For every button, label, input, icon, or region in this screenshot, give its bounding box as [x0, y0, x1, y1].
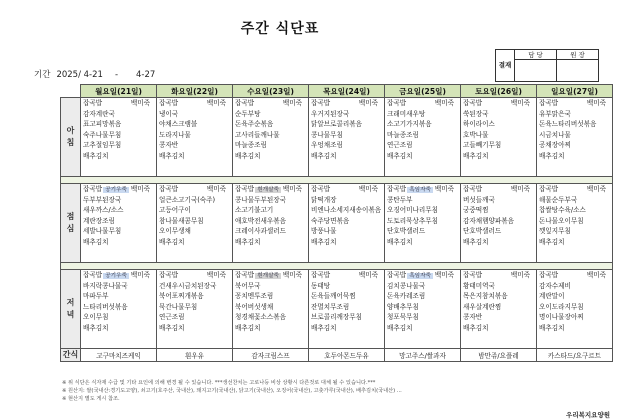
menu-item: 배추김치: [159, 323, 185, 332]
special-porridge-badge: 흑임자죽: [409, 273, 431, 279]
menu-item: 잡곡밥: [235, 185, 255, 193]
menu-item: 백미죽: [206, 99, 226, 107]
menu-item: 쑥된장국: [463, 109, 489, 118]
menu-cell: [461, 98, 537, 177]
menu-item: 배추김치: [463, 151, 489, 160]
menu-item: 김치콩나물국: [387, 281, 426, 290]
menu-item: 배추김치: [387, 151, 413, 160]
menu-first-line: [539, 270, 612, 281]
menu-first-line: [235, 98, 308, 109]
menu-item: 백미죽: [434, 99, 454, 107]
menu-item: 감자계란국: [83, 109, 115, 118]
menu-item: 북어포찌개볶음: [159, 292, 204, 301]
menu-item: 북어버섯생채: [235, 302, 274, 311]
menu-first-right: [587, 184, 612, 195]
separator: [61, 177, 613, 184]
approval-manager-sign[interactable]: [515, 60, 557, 82]
menu-item: 순두부탕: [235, 109, 261, 118]
menu-item: 꽁치멘투조림: [235, 292, 274, 301]
menu-cell: [81, 98, 157, 177]
menu-first-line: [463, 270, 536, 281]
menu-item: 배추김치: [159, 237, 185, 246]
menu-item: 잡곡밥: [83, 99, 103, 107]
menu-item: 콩나물두부된장국: [235, 195, 286, 204]
menu-item: 백미죽: [130, 271, 150, 279]
menu-item: 단호박샐러드: [387, 227, 426, 236]
menu-item: 배추김치: [83, 323, 109, 332]
menu-item: 잡곡밥: [235, 271, 255, 279]
menu-item: 청포묵무침: [387, 313, 419, 322]
menu-first-line: [83, 270, 156, 281]
menu-item: 동태탕: [311, 281, 331, 290]
menu-cell: [81, 184, 157, 263]
day-header: 토요일(26일): [461, 85, 537, 98]
menu-item: 잡곡밥: [539, 185, 559, 193]
menu-first-line: [311, 270, 384, 281]
menu-item: 호박나물: [463, 130, 489, 139]
menu-first-right: [207, 184, 232, 195]
menu-item: 백미죽: [206, 185, 226, 193]
menu-item: 두부부된장국: [83, 195, 122, 204]
approval-director-sign[interactable]: [557, 60, 599, 82]
menu-item: 숙주당면볶음: [311, 216, 350, 225]
menu-item: 잡곡밥: [159, 99, 179, 107]
menu-item: 방풍나물: [311, 227, 337, 236]
menu-item: 잡곡밥: [463, 99, 483, 107]
day-header: 수요일(23일): [233, 85, 309, 98]
menu-item: 배추김치: [311, 323, 337, 332]
menu-item: 잡곡밥: [311, 185, 331, 193]
menu-first-right: [255, 270, 308, 281]
menu-item: 우거지된장국: [311, 109, 350, 118]
menu-cell: [157, 98, 233, 177]
menu-first-line: [539, 184, 612, 195]
menu-item: 궁중떡찜: [463, 206, 489, 215]
menu-item: 공채장아찌: [539, 141, 571, 150]
menu-item: 도토리묵상추무침: [387, 216, 438, 225]
menu-item: 배추김치: [311, 151, 337, 160]
meal-label: 아 침: [66, 126, 75, 147]
menu-cell: [461, 184, 537, 263]
menu-item: 감자채햄양파볶음: [463, 216, 514, 225]
menu-item: 잡곡밥: [311, 271, 331, 279]
menu-item: 계란말이: [539, 292, 565, 301]
menu-item: 백미죽: [282, 185, 302, 193]
menu-cell: [385, 98, 461, 177]
menu-item: 백미죽: [586, 185, 606, 193]
menu-cell: [81, 270, 157, 349]
menu-item: 유부맑은국: [539, 109, 571, 118]
menu-item: 시금치나물: [539, 130, 571, 139]
menu-first-line: [83, 184, 156, 195]
menu-item: 마늘종조림: [387, 130, 419, 139]
menu-item: 새우까스/소스: [83, 206, 124, 215]
menu-item: 하이라이스: [463, 120, 495, 129]
menu-item: 배추김치: [235, 151, 261, 160]
page-title: 주간 식단표: [240, 21, 320, 37]
menu-cell: [157, 184, 233, 263]
menu-item: 고추절임무침: [83, 141, 122, 150]
menu-first-right: [255, 184, 308, 195]
approval-box: [495, 49, 599, 82]
menu-item: 고들빼기무침: [463, 141, 502, 150]
snack-item: 감자크림스프: [233, 349, 309, 362]
breakfast-label: [61, 98, 81, 177]
menu-item: 오이도라지무침: [539, 302, 584, 311]
menu-first-right: [207, 270, 232, 281]
menu-item: 양배추무침: [387, 302, 419, 311]
menu-item: 오이무침: [83, 313, 109, 322]
menu-item: 돈육들깨어묵찜: [311, 292, 356, 301]
menu-item: 북어무국: [235, 281, 261, 290]
note-line: ※ 원산지: 쌀(국내산:경기도고양), 쇠고기(호주산, 국내산), 돼지고기(국내산), 닭고기(국내산), 오징어(국내산), 고춧가루(국내산), 배추김치(국내산) ...: [62, 388, 402, 395]
menu-first-right: [587, 270, 612, 281]
snack-item: 카스타드/요구르트: [537, 349, 613, 362]
menu-item: 황태미역국: [463, 281, 495, 290]
menu-cell: [309, 184, 385, 263]
menu-item: 새우살계란찜: [463, 302, 502, 311]
menu-item: 브로콜리깨장무침: [311, 313, 362, 322]
menu-item: 백미죽: [358, 99, 378, 107]
period-start: 2025/ 4-21: [56, 70, 103, 80]
menu-item: 백미죽: [434, 271, 454, 279]
menu-item: 얼큰소고기국(숙주): [159, 195, 216, 204]
menu-item: 잡곡밥: [83, 185, 103, 193]
approval-director-header: 원 장: [557, 50, 599, 60]
menu-cell: [385, 184, 461, 263]
menu-item: 깻잎지무침: [539, 227, 571, 236]
menu-table: [60, 84, 613, 362]
menu-cell: [233, 184, 309, 263]
menu-item: 고사리들깨나물: [235, 130, 280, 139]
menu-item: 건새우시금치된장국: [159, 281, 217, 290]
snack-item: 밤만쥬/요플레: [461, 349, 537, 362]
menu-first-line: [83, 98, 156, 109]
day-header: 일요일(27일): [537, 85, 613, 98]
menu-cell: [309, 98, 385, 177]
menu-item: 배추김치: [83, 237, 109, 246]
snack-label: 간식: [61, 349, 81, 362]
menu-first-line: [463, 184, 536, 195]
menu-item: 해물순두부국: [539, 195, 578, 204]
menu-item: 잡곡밥: [387, 271, 407, 279]
menu-cell: [309, 270, 385, 349]
menu-item: 배추김치: [311, 237, 337, 246]
special-porridge-badge: 흰개살죽: [257, 273, 279, 279]
menu-first-right: [103, 270, 156, 281]
menu-item: 참나물새콤무침: [159, 216, 204, 225]
menu-item: 백미죽: [206, 271, 226, 279]
menu-item: 배추김치: [539, 323, 565, 332]
menu-item: 돈나물오이무침: [539, 216, 584, 225]
menu-item: 배추김치: [83, 151, 109, 160]
menu-item: 콩나물무침: [311, 130, 343, 139]
menu-item: 소고기가지볶음: [387, 120, 432, 129]
menu-item: 백미죽: [434, 185, 454, 193]
approval-manager-header: 담 당: [515, 50, 557, 60]
menu-first-right: [359, 184, 384, 195]
menu-item: 냉이국: [159, 109, 179, 118]
menu-first-right: [511, 98, 536, 109]
special-porridge-badge: 흑임자죽: [409, 187, 431, 193]
menu-item: 백미죽: [510, 185, 530, 193]
menu-item: 잡곡밥: [463, 271, 483, 279]
menu-item: 바지락콩나물국: [83, 281, 128, 290]
menu-item: 찹쌀탕수육/소스: [539, 206, 586, 215]
menu-first-line: [235, 270, 308, 281]
menu-first-right: [587, 98, 612, 109]
menu-item: 크래미새우탕: [387, 109, 426, 118]
separator: [61, 263, 613, 270]
special-porridge-badge: 흰개살죽: [257, 187, 279, 193]
menu-first-line: [387, 98, 460, 109]
snack-row: [61, 349, 613, 362]
menu-first-right: [131, 98, 156, 109]
menu-cell: [537, 184, 613, 263]
menu-item: 연근조림: [387, 141, 413, 150]
menu-cell: [233, 98, 309, 177]
menu-item: 버섯들깨국: [463, 195, 495, 204]
menu-item: 오징어미나리무침: [387, 206, 438, 215]
menu-first-line: [387, 270, 460, 281]
corner-cell: [61, 85, 81, 98]
menu-item: 백미죽: [282, 271, 302, 279]
menu-item: 청경채꽃소스볶음: [235, 313, 286, 322]
day-header: 금요일(25일): [385, 85, 461, 98]
menu-item: 잔멸치무조림: [311, 302, 350, 311]
menu-first-right: [407, 270, 460, 281]
menu-item: 비엔나소세지새송이볶음: [311, 206, 382, 215]
lunch-row: [61, 184, 613, 263]
period-line: [34, 68, 155, 80]
menu-item: 감자수제비: [539, 281, 571, 290]
menu-first-line: [463, 98, 536, 109]
menu-item: 백미죽: [510, 271, 530, 279]
menu-item: 백미죽: [586, 99, 606, 107]
menu-item: 소고기불고기: [235, 206, 274, 215]
menu-item: 잡곡밥: [539, 99, 559, 107]
menu-item: 단호박샐러드: [463, 227, 502, 236]
menu-first-right: [511, 184, 536, 195]
menu-item: 잡곡밥: [539, 271, 559, 279]
menu-first-right: [511, 270, 536, 281]
day-header-row: [61, 85, 613, 98]
menu-item: 백미죽: [282, 99, 302, 107]
menu-item: 도라지나물: [159, 130, 191, 139]
day-header: 화요일(22일): [157, 85, 233, 98]
menu-item: 배추김치: [387, 323, 413, 332]
menu-item: 콩자반: [159, 141, 179, 150]
menu-item: 세발나물무침: [83, 227, 122, 236]
menu-item: 오이무생채: [159, 227, 191, 236]
lunch-label: [61, 184, 81, 263]
dinner-label: [61, 270, 81, 349]
menu-item: 콩자반: [463, 313, 483, 322]
approval-label: 결재: [496, 50, 515, 82]
menu-item: 돈육주순볶음: [235, 120, 274, 129]
menu-first-right: [359, 98, 384, 109]
menu-item: 마늘종조림: [235, 141, 267, 150]
menu-first-right: [407, 184, 460, 195]
menu-item: 닭알브로콜리볶음: [311, 120, 362, 129]
menu-first-line: [311, 184, 384, 195]
menu-item: 야채스크램블: [159, 120, 198, 129]
snack-item: 고구마치즈케익: [81, 349, 157, 362]
menu-item: 크레이사과샐러드: [235, 227, 286, 236]
menu-item: 배추김치: [463, 237, 489, 246]
menu-item: 잡곡밥: [83, 271, 103, 279]
menu-item: 배추김치: [539, 151, 565, 160]
menu-item: 표고피망볶음: [83, 120, 122, 129]
snack-item: 호두아몬드두유: [309, 349, 385, 362]
menu-first-right: [103, 184, 156, 195]
menu-item: 잡곡밥: [463, 185, 483, 193]
menu-first-line: [311, 98, 384, 109]
separator-row: [61, 263, 613, 270]
menu-first-line: [159, 98, 232, 109]
menu-item: 배추김치: [159, 151, 185, 160]
period-label: 기간: [34, 70, 51, 80]
menu-item: 배추김치: [235, 237, 261, 246]
dinner-row: [61, 270, 613, 349]
menu-first-line: [387, 184, 460, 195]
day-header: 목요일(24일): [309, 85, 385, 98]
menu-first-line: [159, 184, 232, 195]
special-porridge-badge: 공기우죽: [105, 187, 127, 193]
menu-item: 우엉채조림: [311, 141, 343, 150]
menu-first-right: [359, 270, 384, 281]
note-line: ※ 현산지 별도 게시 참조.: [62, 396, 120, 403]
menu-cell: [537, 270, 613, 349]
period-end: 4-27: [136, 70, 156, 80]
snack-item: 망고주스/쌀과자: [385, 349, 461, 362]
notes: [62, 379, 402, 404]
menu-item: 백미죽: [130, 185, 150, 193]
meal-label: 저 녁: [66, 298, 75, 319]
menu-item: 잡곡밥: [235, 99, 255, 107]
menu-item: 애호박전새우볶음: [235, 216, 286, 225]
menu-item: 연근조림: [159, 313, 185, 322]
menu-item: 백미죽: [358, 185, 378, 193]
period-dash: -: [114, 70, 119, 80]
menu-first-line: [159, 270, 232, 281]
menu-first-right: [283, 98, 308, 109]
menu-first-right: [435, 98, 460, 109]
menu-item: 잡곡밥: [387, 185, 407, 193]
menu-item: 배추김치: [463, 323, 489, 332]
menu-item: 배추김치: [235, 323, 261, 332]
menu-item: 배추김치: [387, 237, 413, 246]
menu-first-right: [207, 98, 232, 109]
menu-item: 마파두부: [83, 292, 109, 301]
day-header: 월요일(21일): [81, 85, 157, 98]
menu-cell: [461, 270, 537, 349]
menu-cell: [385, 270, 461, 349]
menu-item: 명이나물장아찌: [539, 313, 584, 322]
menu-item: 잡곡밥: [311, 99, 331, 107]
menu-item: 돈육카레조림: [387, 292, 426, 301]
menu-item: 배추김치: [539, 237, 565, 246]
special-porridge-badge: 공기우죽: [105, 273, 127, 279]
menu-item: 잡곡밥: [159, 271, 179, 279]
menu-item: 묵간나물무침: [159, 302, 198, 311]
menu-cell: [233, 270, 309, 349]
separator-row: [61, 177, 613, 184]
menu-item: 잡곡밥: [159, 185, 179, 193]
note-line: ※ 위 식단은 식자재 수급 및 기타 요인에 의해 변경 될 수 있습니다. ***생선찬치는 고로나등 비상 상황시 다른것로 대체 될 수 있습니다.***: [62, 380, 376, 386]
menu-item: 돈육느타리버섯볶음: [539, 120, 597, 129]
menu-item: 느타리버섯볶음: [83, 302, 128, 311]
menu-item: 잡곡밥: [387, 99, 407, 107]
meal-label: 점 심: [66, 212, 75, 233]
menu-item: 숙주나물무침: [83, 130, 122, 139]
menu-item: 고등어구이: [159, 206, 191, 215]
menu-item: 닭떡개장: [311, 195, 337, 204]
menu-item: 콩탄두부: [387, 195, 413, 204]
menu-first-line: [235, 184, 308, 195]
facility-name: 우리복지요양원: [566, 411, 610, 419]
menu-item: 백미죽: [130, 99, 150, 107]
menu-cell: [537, 98, 613, 177]
menu-item: 계란장조림: [83, 216, 115, 225]
menu-cell: [157, 270, 233, 349]
menu-item: 백미죽: [510, 99, 530, 107]
menu-item: 백미죽: [586, 271, 606, 279]
menu-item: 백미죽: [358, 271, 378, 279]
menu-first-line: [539, 98, 612, 109]
snack-item: 흰우유: [157, 349, 233, 362]
menu-item: 목은지참치볶음: [463, 292, 508, 301]
breakfast-row: [61, 98, 613, 177]
